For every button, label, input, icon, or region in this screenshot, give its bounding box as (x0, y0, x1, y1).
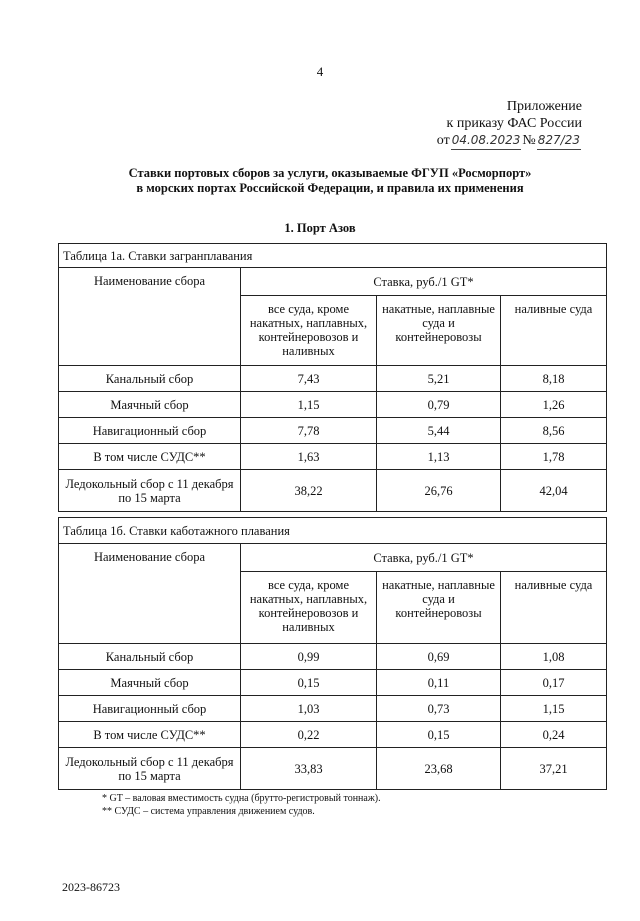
fee-name: В том числе СУДС** (59, 444, 241, 470)
title-line-2: в морских портах Российской Федерации, и правила их применения (136, 181, 524, 195)
fee-name: Канальный сбор (59, 366, 241, 392)
table-row (59, 418, 607, 444)
rate-cell: 1,13 (377, 444, 501, 470)
subcolumn-header-roro: накатные, наплавные суда и контейнеровозы (377, 296, 501, 366)
rate-cell: 0,99 (241, 644, 377, 670)
rate-cell: 5,21 (377, 366, 501, 392)
rate-cell: 26,76 (377, 470, 501, 512)
rate-cell: 0,17 (501, 670, 607, 696)
rate-cell: 0,15 (241, 670, 377, 696)
appendix-label: Приложение (506, 99, 582, 114)
order-date-handwritten: 04.08.2023 (451, 132, 522, 150)
rate-cell: 1,63 (241, 444, 377, 470)
footnote-suds: ** СУДС – система управления движением судов. (102, 806, 315, 817)
rate-cell: 1,03 (241, 696, 377, 722)
order-date-number (437, 132, 582, 150)
rate-cell: 0,15 (377, 722, 501, 748)
rate-cell: 8,56 (501, 418, 607, 444)
fee-name: В том числе СУДС** (59, 722, 241, 748)
rate-cell: 1,15 (241, 392, 377, 418)
fee-name: Ледокольный сбор с 11 декабря по 15 марта (59, 748, 241, 790)
fee-name: Навигационный сбор (59, 696, 241, 722)
rate-cell: 38,22 (241, 470, 377, 512)
rates-table-cabotage (58, 517, 607, 790)
rate-cell: 0,24 (501, 722, 607, 748)
appendix-block (437, 98, 582, 150)
port-heading: 1. Порт Азов (284, 221, 356, 235)
rate-cell: 8,18 (501, 366, 607, 392)
subcolumn-header-roro: накатные, наплавные суда и контейнеровозы (377, 572, 501, 644)
subcolumn-header-tankers: наливные суда (501, 296, 607, 366)
fee-name: Канальный сбор (59, 644, 241, 670)
rate-cell: 0,11 (377, 670, 501, 696)
order-number-label: № (522, 133, 536, 148)
column-header-name: Наименование сбора (59, 544, 241, 644)
table-row (59, 670, 607, 696)
rate-cell: 1,26 (501, 392, 607, 418)
table-caption: Таблица 1а. Ставки загранплавания (59, 244, 607, 268)
rate-cell: 0,22 (241, 722, 377, 748)
fee-name: Ледокольный сбор с 11 декабря по 15 марта (59, 470, 241, 512)
rates-table-foreign (58, 243, 607, 512)
subcolumn-header-general: все суда, кроме накатных, наплавных, контейнеровозов и наливных (241, 572, 377, 644)
rate-cell: 7,43 (241, 366, 377, 392)
appendix-order: к приказу ФАС России (446, 116, 582, 131)
rate-cell: 1,08 (501, 644, 607, 670)
fee-name: Маячный сбор (59, 670, 241, 696)
rate-cell: 23,68 (377, 748, 501, 790)
rate-cell: 1,78 (501, 444, 607, 470)
table-row (59, 444, 607, 470)
table-row (59, 392, 607, 418)
rate-cell: 0,79 (377, 392, 501, 418)
fee-name: Маячный сбор (59, 392, 241, 418)
column-header-rate: Ставка, руб./1 GT* (241, 268, 607, 296)
table-caption: Таблица 1б. Ставки каботажного плавания (59, 518, 607, 544)
rate-cell: 0,73 (377, 696, 501, 722)
table-row (59, 722, 607, 748)
table-row (59, 748, 607, 790)
order-number-handwritten: 827/23 (537, 132, 581, 150)
table-row (59, 696, 607, 722)
rate-cell: 37,21 (501, 748, 607, 790)
title-line-1: Ставки портовых сборов за услуги, оказываемые ФГУП «Росморпорт» (128, 166, 532, 180)
rate-cell: 42,04 (501, 470, 607, 512)
document-number: 2023-86723 (62, 880, 120, 894)
rate-cell: 33,83 (241, 748, 377, 790)
rate-cell: 1,15 (501, 696, 607, 722)
table-row (59, 366, 607, 392)
table-row (59, 644, 607, 670)
subcolumn-header-general: все суда, кроме накатных, наплавных, контейнеровозов и наливных (241, 296, 377, 366)
column-header-name: Наименование сбора (59, 268, 241, 366)
rate-cell: 7,78 (241, 418, 377, 444)
footnote-gt: * GT – валовая вместимость судна (брутто-регистровый тоннаж). (102, 793, 381, 804)
rate-cell: 0,69 (377, 644, 501, 670)
rate-cell: 5,44 (377, 418, 501, 444)
subcolumn-header-tankers: наливные суда (501, 572, 607, 644)
document-title (60, 166, 600, 196)
order-date-prefix: от (436, 133, 450, 148)
fee-name: Навигационный сбор (59, 418, 241, 444)
table-row (59, 470, 607, 512)
column-header-rate: Ставка, руб./1 GT* (241, 544, 607, 572)
footnotes (102, 792, 381, 818)
page-number: 4 (316, 64, 324, 79)
